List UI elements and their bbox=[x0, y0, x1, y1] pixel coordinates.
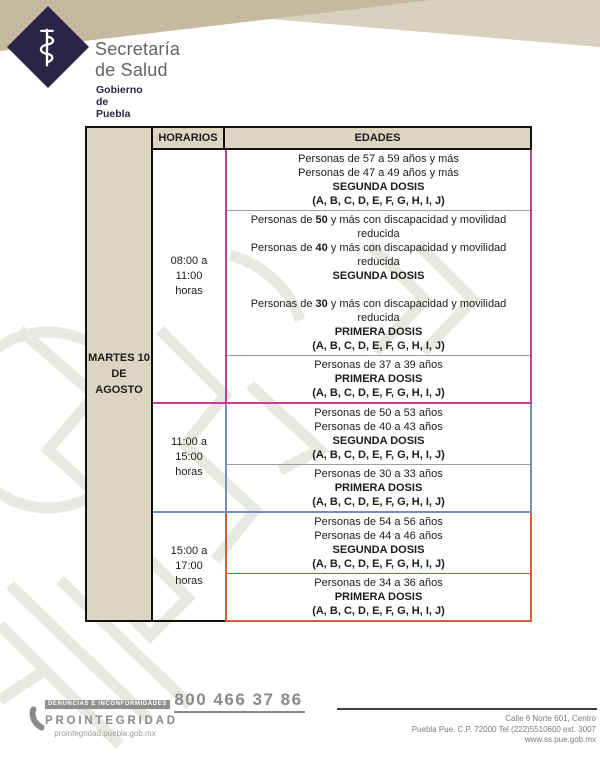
age-group-line: Personas de 50 a 53 años bbox=[314, 407, 443, 419]
age-group-line: SEGUNDA DOSIS bbox=[332, 181, 425, 193]
age-group-line: PRIMERA DOSIS bbox=[334, 373, 423, 385]
program-name: PROINTEGRIDAD bbox=[45, 715, 178, 727]
age-group-line: Personas de 40 a 43 años bbox=[314, 421, 443, 433]
asclepius-staff-icon bbox=[31, 24, 63, 70]
age-group-cell bbox=[227, 513, 530, 573]
time-slot-line: 11:00 a bbox=[171, 436, 207, 448]
age-group-line: Personas de 34 a 36 años bbox=[314, 577, 443, 589]
schedule-row bbox=[153, 513, 532, 622]
age-group-cell bbox=[227, 464, 530, 511]
age-group-line: (A, B, C, D, E, F, G, H, I, J) bbox=[312, 387, 445, 399]
address-line3: www.ss.pue.gob.mx bbox=[524, 735, 596, 744]
age-group bbox=[225, 150, 532, 402]
age-group-line: Personas de 54 a 56 años bbox=[314, 516, 443, 528]
date-line2: DE AGOSTO bbox=[95, 368, 143, 396]
age-group-line bbox=[229, 283, 528, 297]
vaccination-schedule-table bbox=[85, 126, 532, 622]
age-group-line: (A, B, C, D, E, F, G, H, I, J) bbox=[312, 195, 445, 207]
time-slot bbox=[153, 150, 225, 402]
schedule-row bbox=[153, 404, 532, 513]
date-cell bbox=[85, 126, 153, 622]
time-slot-line: 15:00 bbox=[175, 451, 203, 463]
program-website: prointegridad.puebla.gob.mx bbox=[54, 729, 156, 738]
phone-number: 800 466 37 86 bbox=[174, 690, 304, 713]
table-sections bbox=[153, 150, 532, 622]
age-group-cell bbox=[227, 355, 530, 402]
address-line1: Calle 6 Norte 601, Centro bbox=[505, 714, 596, 723]
age-group-cell bbox=[227, 404, 530, 464]
age-group-line: SEGUNDA DOSIS bbox=[332, 270, 425, 282]
age-group-cell bbox=[227, 573, 530, 620]
table-right-part bbox=[153, 126, 532, 622]
age-group-line: Personas de 44 a 46 años bbox=[314, 530, 443, 542]
age-group-line: (A, B, C, D, E, F, G, H, I, J) bbox=[312, 340, 445, 352]
date-line1: MARTES 10 bbox=[88, 352, 150, 364]
table-header-row bbox=[153, 128, 532, 150]
age-group-line: PRIMERA DOSIS bbox=[334, 326, 423, 338]
header-horarios: HORARIOS bbox=[153, 128, 225, 148]
time-slot-line: 15:00 a bbox=[170, 545, 208, 557]
age-group-line: PRIMERA DOSIS bbox=[334, 482, 423, 494]
age-group-line: Personas de 30 a 33 años bbox=[314, 468, 443, 480]
age-group-line: Personas de 40 y más con discapacidad y movilidad reducida bbox=[250, 242, 507, 268]
org-name bbox=[95, 39, 180, 81]
age-group-line: SEGUNDA DOSIS bbox=[332, 435, 425, 447]
footer-divider-line bbox=[337, 708, 597, 710]
age-group-line: (A, B, C, D, E, F, G, H, I, J) bbox=[312, 496, 445, 508]
age-group-line: Personas de 47 a 49 años y más bbox=[298, 167, 459, 179]
age-group-cell bbox=[227, 210, 530, 355]
time-slot-line: 11:00 bbox=[175, 269, 203, 282]
age-group-line: Personas de 50 y más con discapacidad y movilidad reducida bbox=[250, 214, 507, 240]
address-block bbox=[412, 714, 596, 746]
age-group-line: Personas de 30 y más con discapacidad y movilidad reducida bbox=[250, 298, 507, 324]
government-label: Gobierno de Puebla bbox=[96, 84, 143, 120]
time-slot bbox=[153, 404, 225, 511]
time-slot-line: horas bbox=[175, 575, 203, 587]
age-group-line: (A, B, C, D, E, F, G, H, I, J) bbox=[312, 558, 445, 570]
phone-icon bbox=[28, 706, 46, 732]
age-group-line: (A, B, C, D, E, F, G, H, I, J) bbox=[312, 605, 445, 617]
age-group-line: Personas de 57 a 59 años y más bbox=[298, 153, 459, 165]
age-group-line: PRIMERA DOSIS bbox=[334, 591, 423, 603]
prointegridad-block bbox=[28, 690, 305, 738]
schedule-row bbox=[153, 150, 532, 404]
age-group bbox=[225, 404, 532, 511]
age-group-line: SEGUNDA DOSIS bbox=[332, 544, 425, 556]
time-slot-line: horas bbox=[175, 284, 203, 297]
time-slot bbox=[153, 513, 225, 622]
age-group bbox=[225, 513, 532, 622]
address-line2: Puebla Pue. C.P. 72000 Tel (222)5510600 ext. 3007 bbox=[411, 724, 596, 734]
header-edades: EDADES bbox=[225, 128, 532, 148]
time-slot-line: 17:00 bbox=[175, 560, 203, 572]
time-slot-line: 08:00 a bbox=[170, 254, 208, 267]
age-group-cell bbox=[227, 150, 530, 210]
org-name-line1: Secretaría bbox=[95, 39, 181, 59]
complaints-badge: DENUNCIAS E INCONFORMIDADES bbox=[45, 700, 170, 709]
time-slot-line: horas bbox=[175, 466, 203, 478]
age-group-line: (A, B, C, D, E, F, G, H, I, J) bbox=[312, 449, 445, 461]
org-name-line2: de Salud bbox=[95, 60, 168, 80]
age-group-line: Personas de 37 a 39 años bbox=[314, 359, 443, 371]
